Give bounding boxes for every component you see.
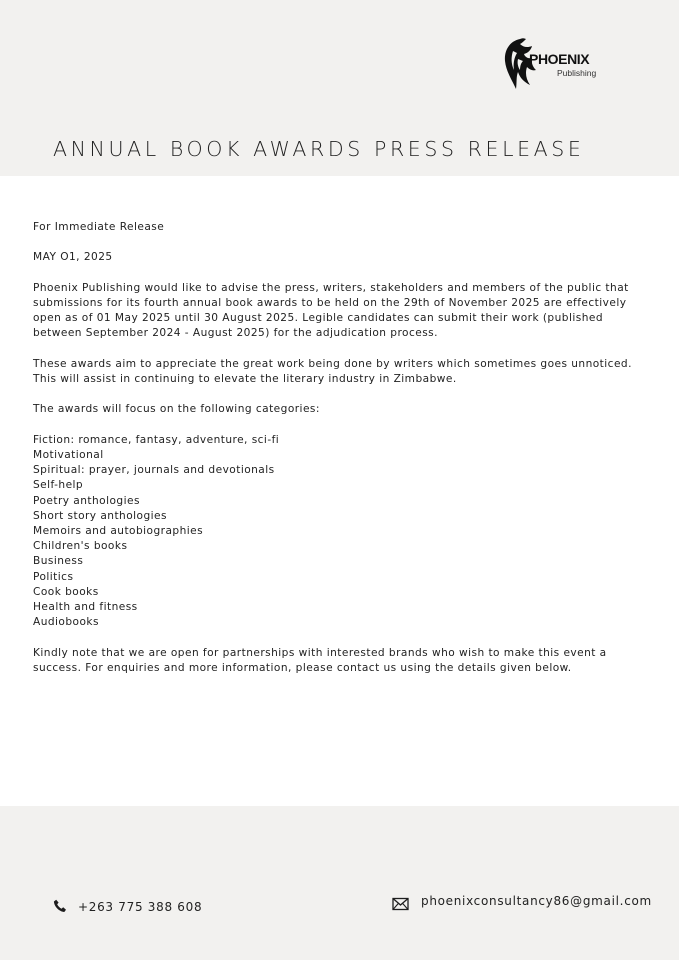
list-item: Self-help [33,479,84,492]
phoenix-publishing-logo [502,37,606,93]
logo-subtitle: Publishing [557,68,597,78]
aims-paragraph: These awards aim to appreciate the great work being done by writers which sometimes goes unnoticed. This will assist in continuing to elevate the literary industry in Zimbabwe. [33,357,632,385]
list-item: Health and fitness [33,601,138,613]
envelope-icon [392,897,409,911]
header-band [0,0,679,176]
list-item: Business [33,555,84,568]
intro-paragraph: Phoenix Publishing would like to advise the press, writers, stakeholders and members of the public that submissions for its fourth annual book awards to be held on the 29th of November 2025 are effectively open as of 01 May 2025 until 30 August 2025. Legible candidates can submit their work (published between September 2024 - August 2025) for the adjudication process. [33,281,629,340]
footer-band [0,806,679,960]
release-date: MAY O1, 2025 [33,251,113,264]
list-item: Cook books [33,585,99,598]
release-line: For Immediate Release [33,221,165,233]
list-item: Motivational [33,448,104,461]
list-item: Memoirs and autobiographies [33,524,204,537]
list-item: Spiritual: prayer, journals and devotionals [33,464,275,477]
categories-list [33,433,645,631]
phone-number[interactable]: +263 775 388 608 [78,900,203,914]
partnership-paragraph: Kindly note that we are open for partnerships with interested brands who wish to make this event a success. For enquiries and more information, please contact us using the details given below. [33,646,607,674]
list-item: Politics [33,570,74,583]
list-item: Short story anthologies [33,509,167,522]
logo-wordmark: PHOENIX [529,51,590,67]
list-item: Poetry anthologies [33,494,140,507]
categories-intro: The awards will focus on the following categories: [33,403,320,416]
phone-icon [53,899,67,913]
list-item: Audiobooks [33,616,99,629]
release-body [33,220,645,691]
list-item: Children's books [33,540,128,553]
page-title: ANNUAL BOOK AWARDS PRESS RELEASE [53,137,585,161]
list-item: Fiction: romance, fantasy, adventure, sci-fi [33,433,280,446]
email-address[interactable]: phoenixconsultancy86@gmail.com [421,894,652,908]
